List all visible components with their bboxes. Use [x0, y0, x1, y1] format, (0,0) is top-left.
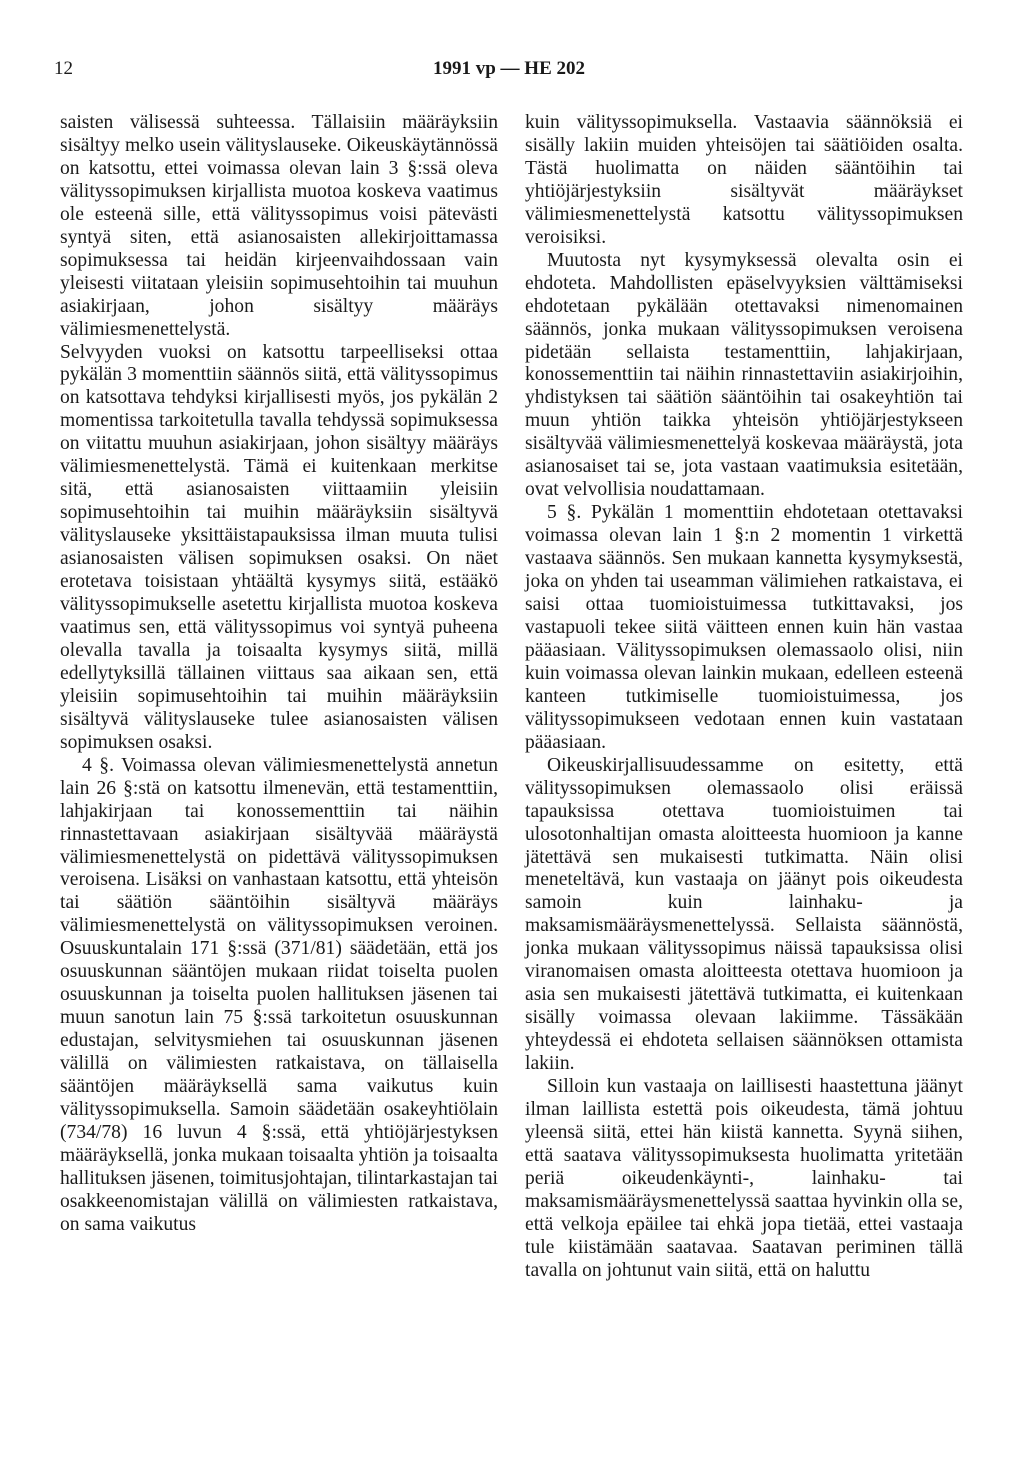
page-number: 12 — [54, 58, 73, 79]
paragraph: Silloin kun vastaaja on laillisesti haastettuna jäänyt ilman laillista estettä pois oikeudesta, tämä johtuu yleensä siitä, ettei hän kiistä kannetta. Syynä siihen, että saatava välityssopimuksesta huolimatta yritetään periä oikeudenkäynti-, lainhaku- tai maksamismääräysmenettelyssä saattaa hyvinkin olla se, että velkoja epäilee tai ehkä jopa tietää, ettei vastaaja tule kiistämään saatavaa. Saatavan periminen tällä tavalla on johtunut vain siitä, että on haluttu — [525, 1076, 964, 1281]
paragraph: 4 §. Voimassa olevan välimiesmenettelystä annetun lain 26 §:stä on katsottu ilmenevän, että testamenttiin, lahjakirjaan tai konossementtiin tai näihin rinnastettavaan asiakirjaan sisältyvää määräystä välimiesmenettelystä on pidettävä välityssopimuksen veroisena. Lisäksi on vanhastaan katsottu, että yhteisön tai säätiön sääntöihin sisältyvä määräys välimiesmenettelystä on välityssopimuksen veroinen. Osuuskuntalain 171 §:ssä (371/81) säädetään, että jos osuuskunnan sääntöjen mukaan riidat toiselta puolen osuuskunnan ja toiselta puolen hallituksen jäsenen tai muun sanotun lain 75 §:ssä tarkoitetun osuuskunnan edustajan, selvitysmiehen tai osuuskunnan jäsenen välillä on välimiesten ratkaistava, on tällaisella sääntöjen määräyksellä sama vaikutus kuin välityssopimuksella. Samoin säädetään osakeyhtiölain (734/78) 16 luvun 4 §:ssä, että yhtiöjärjestyksen määräyksellä, jonka mukaan toisaalta yhtiön ja toisaalta hallituksen jäsenen, toimitusjohtajan, tilintarkastajan tai osakkeenomistajan välillä on välimiesten ratkaistava, on sama vaikutus — [60, 754, 498, 1235]
paragraph: Selvyyden vuoksi on katsottu tarpeelliseksi ottaa pykälän 3 momenttiin säännös siitä, että välityssopimus on katsottava tehdyksi kirjallisesti myös, jos pykälän 2 momentissa tarkoitetulla tavalla tehdyssä sopimuksessa on viitattu muuhun asiakirjaan, johon sisältyy määräys välimiesmenettelystä. Tämä ei kuitenkaan merkitse sitä, että asianosaisten viittaamiin yleisiin sopimusehtoihin tai muihin määräyksiin sisältyvä välityslauseke yksittäistapauksissa ilman muuta tulisi asianosaisten välisen sopimuksen osaksi. On näet erotetava toisistaan yhtäältä kysymys siitä, estääkö välityssopimukselle asetettu kirjallista muotoa koskeva vaatimus sen, että välityssopimus voi syntyä puheena olevalla tavalla ja toisaalta kysymys siitä, millä edellytyksillä tällainen viittaus saa aikaan sen, että yleisiin sopimusehtoihin tai muihin määräyksiin sisältyvä välityslauseke tulee asianosaisten välisen sopimuksen osaksi. — [60, 341, 498, 753]
document-title: 1991 vp — HE 202 — [432, 58, 586, 79]
left-column — [60, 112, 498, 1237]
paragraph: saisten välisessä suhteessa. Tällaisiin määräyksiin sisältyy melko usein välityslauseke. Oikeuskäytännössä on katsottu, ettei voimassa olevan lain 3 §:ssä oleva välityssopimuksen kirjallista muotoa koskeva vaatimus ole esteenä sille, että välityssopimus voisi pätevästi syntyä siten, että asianosaisten allekirjoittamassa sopimuksessa tai heidän kirjeenvaihdossaan vain yleisesti viitataan yleisiin sopimusehtoihin tai muuhun asiakirjaan, johon sisältyy määräys välimiesmenettelystä. — [60, 112, 498, 340]
right-column — [525, 112, 963, 1283]
page-header — [54, 58, 964, 88]
paragraph: kuin välityssopimuksella. Vastaavia säännöksiä ei sisälly lakiin muiden yhteisöjen tai säätiöiden osalta. Tästä huolimatta on näiden sääntöihin tai yhtiöjärjestyksiin sisältyvät määräykset välimiesmenettelystä katsottu välityssopimuksen veroisiksi. — [525, 112, 963, 248]
paragraph: 5 §. Pykälän 1 momenttiin ehdotetaan otettavaksi voimassa olevan lain 1 §:n 2 momentin 1 virkettä vastaava säännös. Sen mukaan kannetta kysymyksestä, joka on yhden tai useamman välimiehen ratkaistava, ei saisi ottaa tuomioistuimessa tutkittavaksi, jos vastapuoli tekee siitä väitteen ennen kuin hän vastaa pääasiaan. Välityssopimuksen olemassaolo olisi, niin kuin voimassa olevan lainkin mukaan, edelleen esteenä kanteen tutkimiselle tuomioistuimessa, jos välityssopimukseen vedotaan ennen kuin vastataan pääasiaan. — [525, 502, 963, 753]
paragraph: Muutosta nyt kysymyksessä olevalta osin ei ehdoteta. Mahdollisten epäselvyyksien välttämiseksi ehdotetaan pykälään otettavaksi nimenomainen säännös, jonka mukaan välityssopimuksen veroisena pidetään sellaista testamenttiin, lahjakirjaan, konossementtiin tai näihin rinnastettaviin asiakirjoihin, yhdistyksen tai säätiön sääntöihin tai osakeyhtiön tai muun yhtiön taikka yhteisön yhtiöjärjestykseen sisältyvää välimiesmenettelyä koskevaa määräystä, jota asianosaiset tai se, jota vastaan vaatimuksia esitetään, ovat velvollisia noudattamaan. — [525, 249, 963, 501]
paragraph: Oikeuskirjallisuudessamme on esitetty, että välityssopimuksen olemassaolo olisi eräissä tapauksissa otettava tuomioistuimen tai ulosotonhaltijan omasta aloitteesta huomioon ja kanne jätettävä sen mukaisesti tutkimatta. Näin olisi meneteltävä, kun vastaaja on jäänyt pois oikeudesta samoin kuin lainhaku- ja maksamismääräysmenettelyssä. Sellaista säännöstä, jonka mukaan välityssopimus näissä tapauksissa olisi viranomaisen omasta aloitteesta otettava huomioon ja asia sen mukaisesti jätettävä tutkimatta, ei kuitenkaan sisälly voimassa olevaan lakiimme. Tässäkään yhteydessä ei ehdoteta sellaisen säännöksen ottamista lakiin. — [525, 754, 963, 1075]
